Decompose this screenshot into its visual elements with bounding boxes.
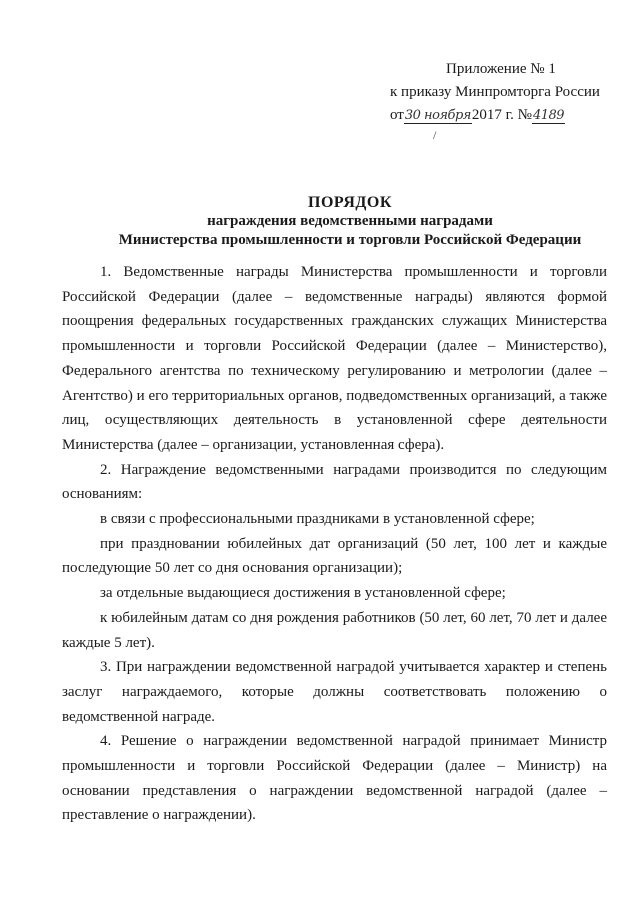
paragraph-2-item-1: в связи с профессиональными праздниками в установленной сфере; bbox=[100, 511, 535, 528]
paragraph-2: 2. Награждение ведомственными наградами производится по следующим основаниям: bbox=[62, 461, 607, 503]
document-body bbox=[62, 260, 607, 828]
title-heading: ПОРЯДОК bbox=[308, 194, 392, 211]
paragraph-3: 3. При награждении ведомственной наградой учитывается характер и степень заслуг награждаемого, которые должны соответствовать положению о ведомственной награде. bbox=[62, 659, 607, 725]
document-title bbox=[60, 193, 640, 250]
appendix-date-line bbox=[390, 104, 620, 127]
paragraph-1: 1. Ведомственные награды Министерства промышленности и торговли Российской Федерации (далее – ведомственные награды) являются формой поощрения федеральных государственных гражданских служащих Министерства промышленности и торговли Российской Федерации (далее – Министерство), Федерального агентства по техническому регулированию и метрологии (далее – Агентство) и его территориальных органов, подведомственных организаций, а также лиц, осуществляющих деятельность в установленной сфере деятельности Министерства (далее – организации, установленная сфера). bbox=[62, 264, 607, 453]
paragraph-2-item-2: при праздновании юбилейных дат организаций (50 лет, 100 лет и каждые последующие 50 лет со дня основания организации); bbox=[62, 535, 607, 577]
pen-stroke-mark: / bbox=[433, 128, 437, 142]
appendix-order-reference: к приказу Минпромторга России bbox=[390, 84, 600, 100]
date-prefix: от bbox=[390, 107, 404, 123]
paragraph-2-item-3: за отдельные выдающиеся достижения в установленной сфере; bbox=[100, 585, 506, 602]
title-subtitle-line2: Министерства промышленности и торговли Российской Федерации bbox=[118, 232, 582, 248]
title-subtitle-line1: награждения ведомственными наградами bbox=[207, 213, 493, 229]
paragraph-2-item-4: к юбилейным датам со дня рождения работников (50 лет, 60 лет, 70 лет и далее каждые 5 лет). bbox=[62, 609, 607, 651]
paragraph-4: 4. Решение о награждении ведомственной наградой принимает Министр промышленности и торговли Российской Федерации (далее – Министр) на основании представления о награждении ведомственной наградой (далее – преставление о награждении). bbox=[62, 733, 607, 824]
handwritten-date: 30 ноября bbox=[404, 108, 471, 123]
date-year: 2017 г. № bbox=[471, 107, 532, 123]
appendix-number: Приложение № 1 bbox=[446, 61, 556, 77]
handwritten-order-number: 4189 bbox=[532, 108, 565, 123]
appendix-block bbox=[390, 58, 620, 142]
